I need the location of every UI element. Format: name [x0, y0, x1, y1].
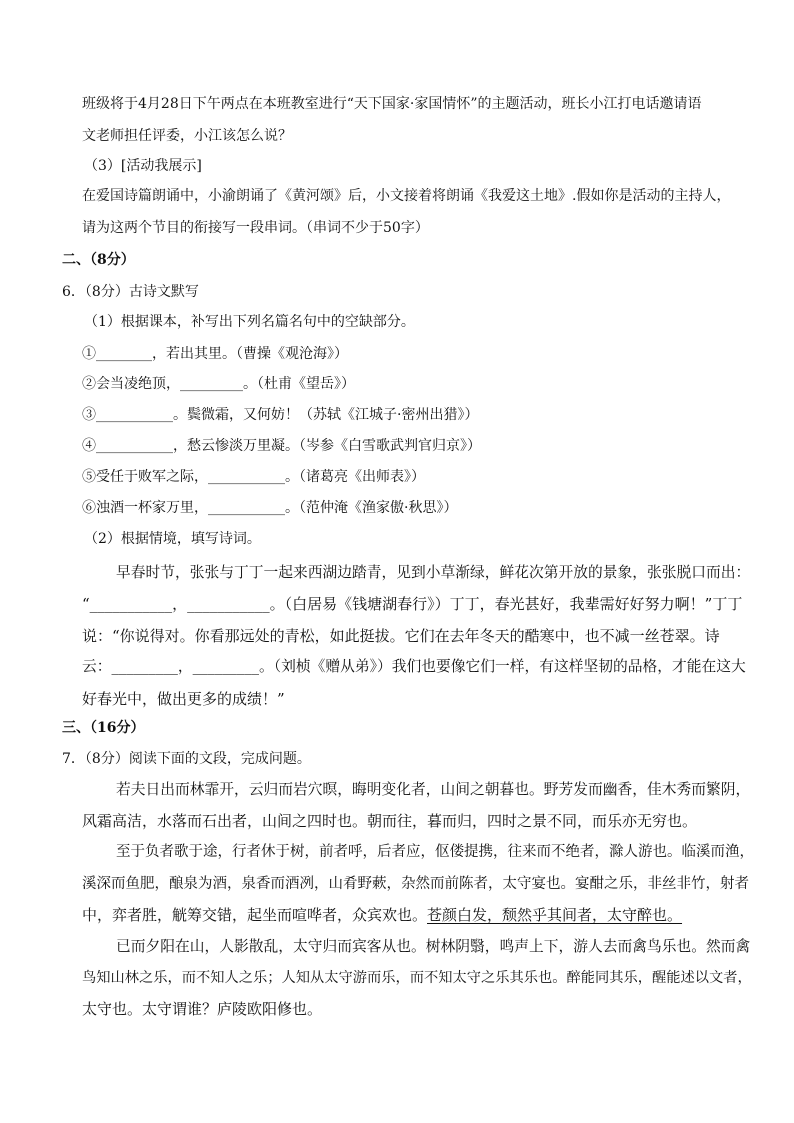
context-paragraph-line: 说：“你说得对。你看那远处的青松，如此挺拔。它们在去年冬天的酷寒中，也不减一丝苍翠。诗	[82, 627, 720, 645]
context-paragraph-line: 早春时节，张张与丁丁一起来西湖边踏青，见到小草渐绿，鲜花次第开放的景象，张张脱口而出：	[116, 564, 751, 581]
fill-blank-item: ②会当凌绝顶，_________。（杜甫《望岳》）	[82, 376, 355, 392]
section-heading: 二、（8分）	[62, 252, 135, 268]
text-line: 在爱国诗篇朗诵中，小渝朗诵了《黄河颂》后，小文接着将朗诵《我爱这土地》.假如你是活动的主持人，	[82, 188, 731, 204]
reading-passage-line: 若夫日出而林霏开，云归而岩穴暝，晦明变化者，山间之朝暮也。野芳发而幽香，佳木秀而繁阴，	[116, 781, 751, 798]
reading-passage-line: 鸟知山林之乐，而不知人之乐；人知从太守游而乐，而不知太守之乐其乐也。醉能同其乐，醒能述以文者，	[82, 970, 752, 986]
question-title: 7．（8分）阅读下面的文段，完成问题。	[62, 751, 311, 767]
reading-passage-line	[82, 905, 682, 925]
text-line: 请为这两个节目的衔接写一段串词。（串词不少于50字）	[82, 220, 429, 236]
passage-text: 中，弈者胜，觥筹交错，起坐而喧哗者，众宾欢也。	[82, 906, 428, 924]
text-line: 文老师担任评委，小江该怎么说？	[82, 128, 292, 144]
reading-passage-line: 风霜高洁，水落而石出者，山间之四时也。朝而往，暮而归，四时之景不同，而乐亦无穷也。	[82, 812, 698, 830]
question-title: 6．（8分）古诗文默写	[62, 284, 199, 300]
fill-blank-item: ⑥浊酒一杯家万里，___________。（范仲淹《渔家傲·秋思》）	[82, 500, 458, 516]
section-heading: 三、（16分）	[62, 720, 145, 736]
reading-passage-line: 至于负者歌于途，行者休于树，前者呼，后者应，伛偻提携，往来而不绝者，滁人游也。临溪而渔，	[116, 844, 754, 860]
underlined-sentence: 苍颜白发，颓然乎其间者，太守醉也。	[427, 906, 683, 924]
context-paragraph-line: 好春光中，做出更多的成绩！”	[82, 690, 285, 708]
text-line: 班级将于4月28日下午两点在本班教室进行“天下国家·家国情怀”的主题活动，班长小江打电话邀请语	[82, 96, 702, 112]
fill-blank-item: ①________，若出其里。（曹操《观沧海》）	[82, 346, 348, 362]
sub-question-label: （1）根据课本，补写出下列名篇名句中的空缺部分。	[84, 314, 415, 330]
fill-blank-item: ④___________，愁云惨淡万里凝。（岑参《白雪歌武判官归京》）	[82, 438, 481, 454]
fill-blank-item: ⑤受任于败军之际，___________。（诸葛亮《出师表》）	[82, 469, 425, 485]
sub-question-label: （2）根据情境，填写诗词。	[84, 531, 261, 547]
reading-passage-line: 已而夕阳在山，人影散乱，太守归而宾客从也。树林阴翳，鸣声上下，游人去而禽鸟乐也。然而禽	[116, 938, 751, 955]
reading-passage-line: 溪深而鱼肥，酿泉为酒，泉香而酒冽，山肴野蔌，杂然而前陈者，太守宴也。宴酣之乐，非丝非竹，射者	[82, 876, 749, 892]
reading-passage-line: 太守也。太守谓谁？庐陵欧阳修也。	[82, 1000, 323, 1018]
sub-question-label: （3）[活动我展示]	[84, 158, 202, 174]
fill-blank-item: ③___________。鬓微霜，又何妨！（苏轼《江城子·密州出猎》）	[82, 407, 479, 423]
context-paragraph-line: 云：_________，_________。（刘桢《赠从弟》）我们也要像它们一样，有这样坚韧的品格，才能在这大	[82, 658, 746, 675]
context-paragraph-line: “___________，___________。（白居易《钱塘湖春行》）丁丁，春光甚好，我辈需好好努力啊！”丁丁	[82, 595, 743, 613]
